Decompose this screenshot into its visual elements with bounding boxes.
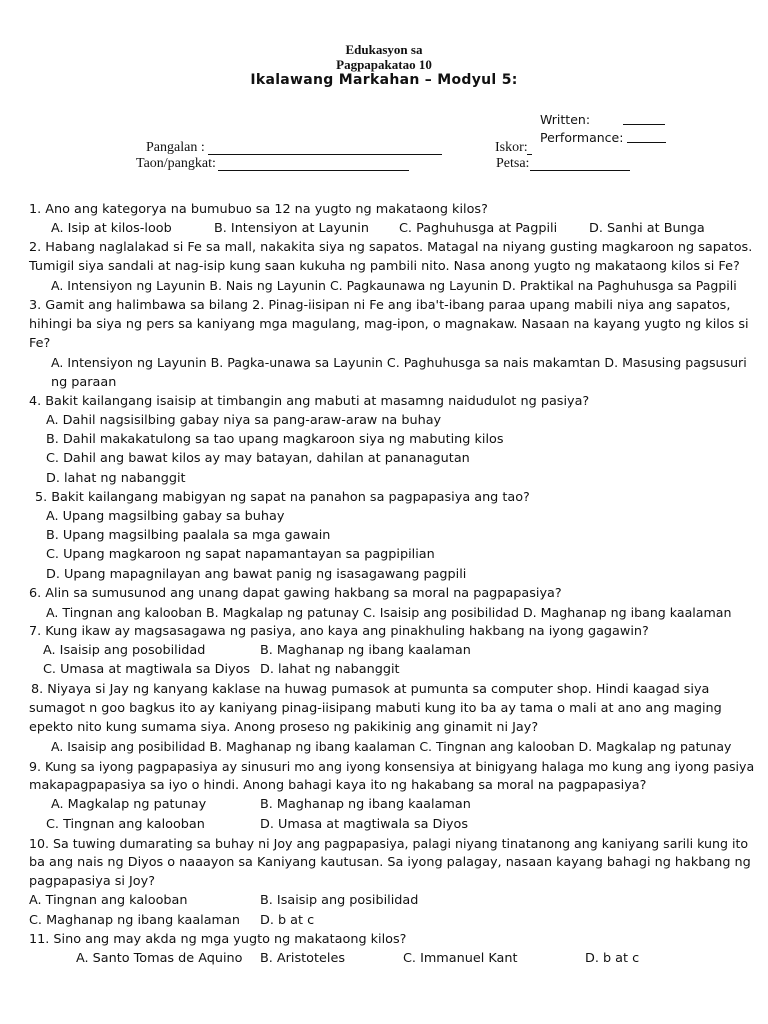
question-10-cont2: pagpapasiya si Joy? [29, 874, 155, 889]
subject-title-line2: Pagpapakatao 10 [336, 57, 432, 72]
performance-label: Performance: [540, 130, 624, 145]
question-11: 11. Sino ang may akda ng mga yugto ng makataong kilos? [29, 932, 407, 947]
question-3-cont2: Fe? [29, 336, 51, 351]
question-10-cont: ba ang nais ng Diyos o naaayon sa Kaniyang kautusan. Sa iyong palagay, nasaan kayang bahagi ng hakbang ng [29, 855, 751, 870]
question-6: 6. Alin sa sumusunod ang unang dapat gawing hakbang sa moral na pagpapasiya? [29, 586, 562, 601]
q1-option-a: A. Isip at kilos-loob [51, 221, 172, 236]
q2-options: A. Intensiyon ng Layunin B. Nais ng Layunin C. Pagkaunawa ng Layunin D. Praktikal na Paghuhusga sa Pagpili [51, 278, 737, 293]
iskor-blank[interactable] [527, 142, 532, 155]
question-2-cont: Tumigil siya sandali at nag-isip kung saan kukuha ng pambili nito. Nasa anong yugto ng makataong kilos si Fe? [29, 259, 740, 274]
written-label: Written: [540, 112, 591, 127]
q4-option-a: A. Dahil nagsisilbing gabay niya sa pang-araw-araw na buhay [46, 413, 442, 428]
q11-option-a: A. Santo Tomas de Aquino [76, 951, 243, 966]
written-blank[interactable] [623, 112, 665, 125]
question-10: 10. Sa tuwing dumarating sa buhay ni Joy ang pagpapasiya, palagi niyang tinatanong ang kaniyang sarili kung ito [29, 836, 749, 851]
q4-option-b: B. Dahil makakatulong sa tao upang magkaroon siya ng mabuting kilos [46, 432, 504, 447]
q10-option-a: A. Tingnan ang kalooban [29, 893, 188, 908]
question-8-cont: sumagot n goo bagkus ito ay kaniyang pinag-iisipang mabuti kung ito ba ay tama o mali at ano ang maging [29, 701, 722, 716]
q11-option-b: B. Aristoteles [260, 951, 345, 966]
q7-option-b: B. Maghanap ng ibang kaalaman [260, 643, 471, 658]
q5-option-c: C. Upang magkaroon ng sapat napamantayan sa pagpipilian [46, 547, 435, 562]
q1-option-b: B. Intensiyon at Layunin [214, 221, 369, 236]
taon-label: Taon/pangkat: [136, 156, 216, 171]
question-3: 3. Gamit ang halimbawa sa bilang 2. Pinag-iisipan ni Fe ang iba't-ibang paraa upang mabili niya ang sapatos, [29, 298, 731, 313]
question-3-cont: hihingi ba siya ng pers sa kaniyang mga magulang, mag-ipon, o magnakaw. Nasaan na kayang yugto ng kilos si [29, 317, 749, 332]
question-2: 2. Habang naglalakad si Fe sa mall, nakakita siya ng sapatos. Matagal na niyang gusting magkaroon ng sapatos. [29, 240, 753, 255]
q1-option-d: D. Sanhi at Bunga [589, 221, 705, 236]
q7-option-d: D. lahat ng nabanggit [260, 662, 400, 677]
q10-option-c: C. Maghanap ng ibang kaalaman [29, 913, 240, 928]
q1-option-c: C. Paghuhusga at Pagpili [399, 221, 558, 236]
petsa-blank[interactable] [530, 158, 630, 171]
q5-option-a: A. Upang magsilbing gabay sa buhay [46, 509, 285, 524]
question-8-cont2: epekto nito kung sumama siya. Anong proseso ng pakikinig ang ginamit ni Jay? [29, 720, 539, 735]
q9-option-d: D. Umasa at magtiwala sa Diyos [260, 817, 468, 832]
q9-option-b: B. Maghanap ng ibang kaalaman [260, 797, 471, 812]
iskor-label: Iskor: [495, 140, 528, 155]
q11-option-c: C. Immanuel Kant [403, 951, 518, 966]
q6-options: A. Tingnan ang kalooban B. Magkalap ng patunay C. Isaisip ang posibilidad D. Maghanap ng ibang kaalaman [46, 605, 732, 620]
question-1: 1. Ano ang kategorya na bumubuo sa 12 na yugto ng makataong kilos? [29, 202, 488, 217]
taon-blank[interactable] [218, 158, 409, 171]
q3-options: A. Intensiyon ng Layunin B. Pagka-unawa sa Layunin C. Paghuhusga sa nais makamtan D. Masusing pagsusuri [51, 355, 747, 370]
question-5: 5. Bakit kailangang mabigyan ng sapat na panahon sa pagpapasiya ang tao? [35, 490, 530, 505]
question-7: 7. Kung ikaw ay magsasagawa ng pasiya, ano kaya ang pinakhuling hakbang na iyong gagawin? [29, 624, 649, 639]
q11-option-d: D. b at c [585, 951, 640, 966]
q5-option-d: D. Upang mapagnilayan ang bawat panig ng isasagawang pagpili [46, 567, 467, 582]
subject-title-line1: Edukasyon sa [345, 42, 423, 57]
q3-options-cont: ng paraan [51, 375, 117, 390]
module-title: Ikalawang Markahan – Modyul 5: [250, 72, 518, 88]
q8-options: A. Isaisip ang posibilidad B. Maghanap ng ibang kaalaman C. Tingnan ang kalooban D. Magkalap ng patunay [51, 739, 732, 754]
q9-option-c: C. Tingnan ang kalooban [46, 817, 205, 832]
pangalan-blank[interactable] [208, 142, 442, 155]
q10-option-b: B. Isaisip ang posibilidad [260, 893, 419, 908]
question-9-cont: makapagpapasiya sa iyo o hindi. Anong bahagi kaya ito ng hakabang sa moral na pagpapasiya? [29, 778, 647, 793]
pangalan-label: Pangalan : [146, 140, 205, 155]
question-4: 4. Bakit kailangang isaisip at timbangin ang mabuti at masamng naidudulot ng pasiya? [29, 394, 590, 409]
q9-option-a: A. Magkalap ng patunay [51, 797, 207, 812]
q10-option-d: D. b at c [260, 913, 315, 928]
q5-option-b: B. Upang magsilbing paalala sa mga gawain [46, 528, 331, 543]
q7-option-a: A. Isaisip ang posobilidad [43, 643, 206, 658]
performance-blank[interactable] [627, 130, 666, 143]
petsa-label: Petsa: [496, 156, 530, 171]
q4-option-d: D. lahat ng nabanggit [46, 471, 186, 486]
q4-option-c: C. Dahil ang bawat kilos ay may batayan, dahilan at pananagutan [46, 451, 470, 466]
question-8: 8. Niyaya si Jay ng kanyang kaklase na huwag pumasok at pumunta sa computer shop. Hindi kaagad siya [31, 682, 710, 697]
q7-option-c: C. Umasa at magtiwala sa Diyos [43, 662, 251, 677]
question-9: 9. Kung sa iyong pagpapasiya ay sinusuri mo ang iyong konsensiya at binigyang halaga mo kung ang iyong pasiya [29, 759, 755, 774]
